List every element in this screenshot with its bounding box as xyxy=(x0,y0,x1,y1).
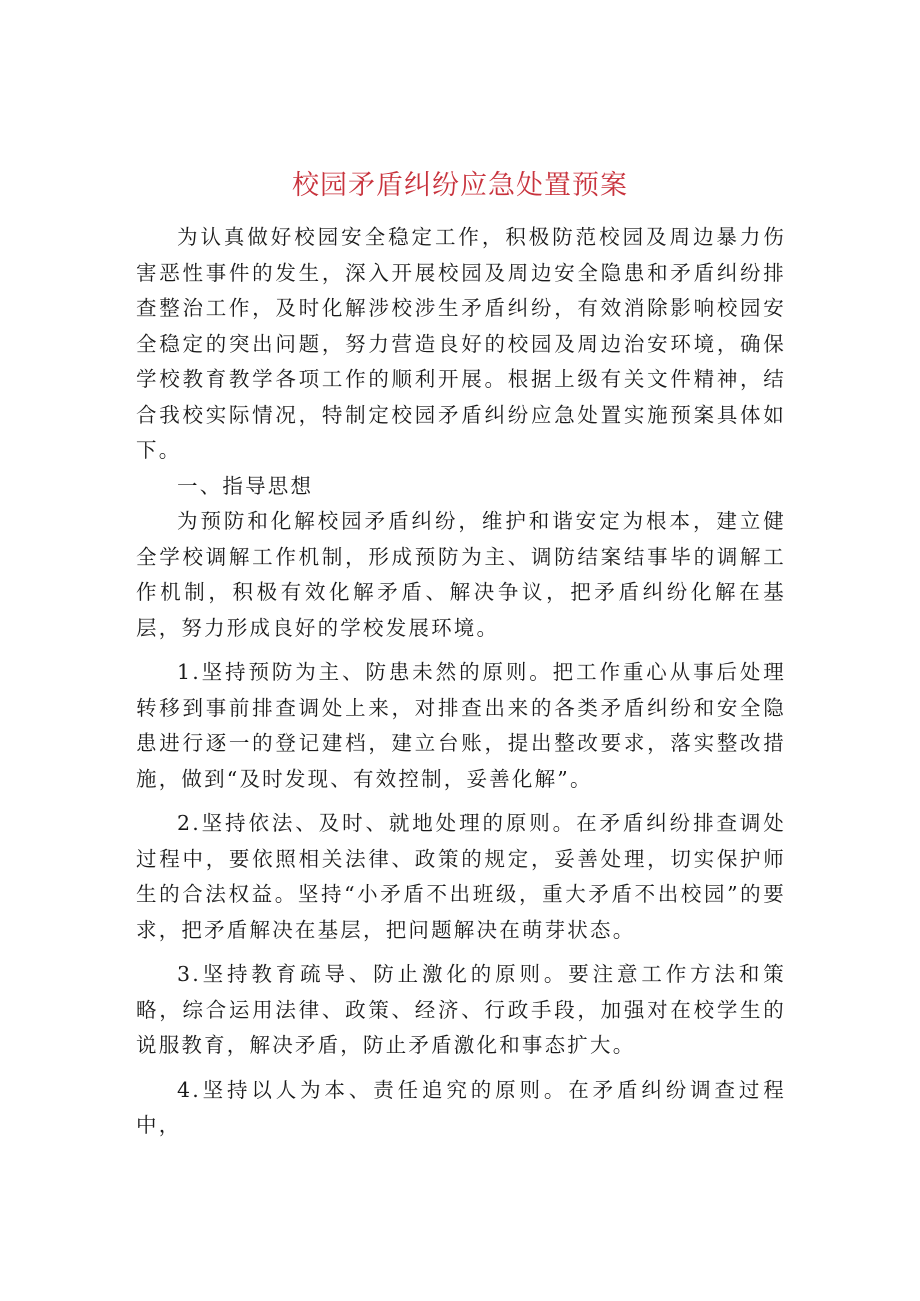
principle-2-paragraph: 2.坚持依法、及时、就地处理的原则。在矛盾纠纷排查调处过程中，要依照相关法律、政策的规定，妥善处理，切实保护师生的合法权益。坚持“小矛盾不出班级，重大矛盾不出校园”的要求，把矛盾解决在基层，把问题解决在萌芽状态。 xyxy=(136,811,786,942)
guiding-thought-paragraph: 为预防和化解校园矛盾纠纷，维护和谐安定为根本，建立健全学校调解工作机制，形成预防为主、调防结案结事毕的调解工作机制，积极有效化解矛盾、解决争议，把矛盾纠纷化解在基层，努力形成良好的学校发展环境。 xyxy=(136,509,786,640)
document-body xyxy=(136,220,786,1144)
principle-3-paragraph: 3.坚持教育疏导、防止激化的原则。要注意工作方法和策略，综合运用法律、政策、经济、行政手段，加强对在校学生的说服教育，解决矛盾，防止矛盾激化和事态扩大。 xyxy=(136,962,786,1057)
principle-4-paragraph: 4.坚持以人为本、责任追究的原则。在矛盾纠纷调查过程中， xyxy=(136,1077,786,1137)
intro-paragraph: 为认真做好校园安全稳定工作，积极防范校园及周边暴力伤害恶性事件的发生，深入开展校园及周边安全隐患和矛盾纠纷排查整治工作，及时化解涉校涉生矛盾纠纷，有效消除影响校园安全稳定的突出问题，努力营造良好的校园及周边治安环境，确保学校教育教学各项工作的顺利开展。根据上级有关文件精神，结合我校实际情况，特制定校园矛盾纠纷应急处置实施预案具体如下。 xyxy=(136,225,786,462)
section-heading-guiding-thought: 一、指导思想 xyxy=(177,473,314,498)
principle-1-paragraph: 1.坚持预防为主、防患未然的原则。把工作重心从事后处理转移到事前排查调处上来，对排查出来的各类矛盾纠纷和安全隐患进行逐一的登记建档，建立台账，提出整改要求，落实整改措施，做到“及时发现、有效控制，妥善化解”。 xyxy=(136,660,786,791)
document-title: 校园矛盾纠纷应急处置预案 xyxy=(292,170,628,201)
